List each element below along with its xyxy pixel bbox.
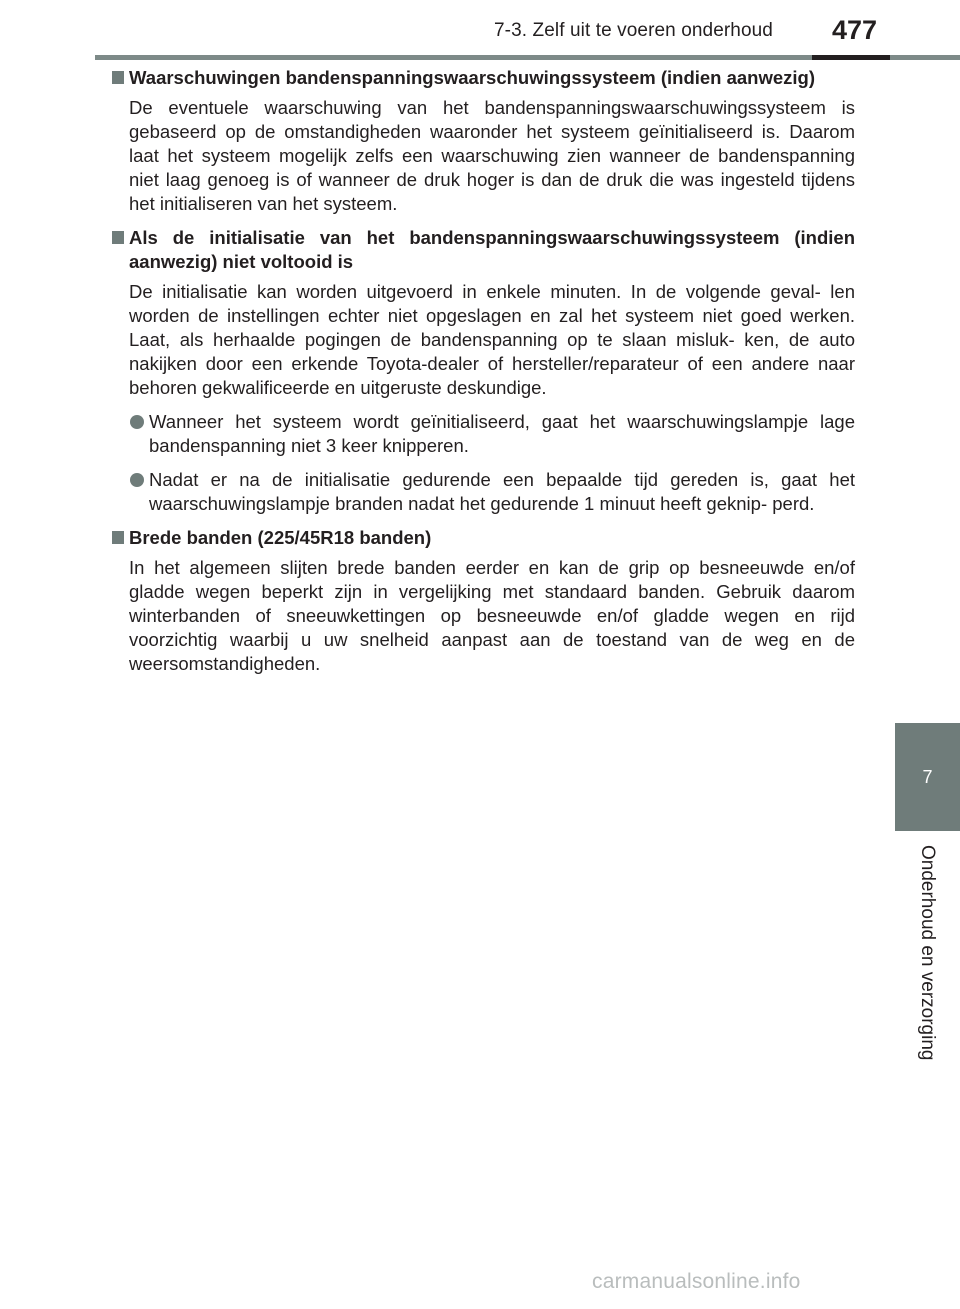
section-heading-text: Waarschuwingen bandenspanningswaarschuwingssysteem (indien aanwezig) bbox=[129, 67, 816, 88]
section-paragraph: De eventuele waarschuwing van het bandenspanningswaarschuwingssysteem is gebaseerd op de omstandigheden waaronder het systeem geïnitialiseerd is. Daarom laat het systeem mogelijk zelfs een waarschuwing zien wanneer de bandenspanning niet laag genoeg is of wanneer de druk hoger is dan de druk die was ingesteld tijdens het initialiseren van het systeem. bbox=[129, 97, 855, 214]
running-header-section: 7-3. Zelf uit te voeren onderhoud bbox=[494, 20, 773, 41]
list-item bbox=[110, 468, 855, 516]
section-heading bbox=[110, 226, 855, 274]
section-heading bbox=[110, 526, 855, 550]
main-content bbox=[110, 66, 855, 686]
section-heading bbox=[110, 66, 855, 90]
square-bullet-icon bbox=[112, 531, 124, 544]
square-bullet-icon bbox=[112, 71, 124, 84]
section-paragraph: In het algemeen slijten brede banden eerder en kan de grip op besneeuwde en/of gladde wegen beperkt zijn in vergelijking met standaard banden. Gebruik daarom winterbanden of sneeuwkettingen op besneeuwde en/of gladde wegen en rijd voorzichtig waarbij u uw snelheid aanpast aan de toestand van de weg en de weersomstandigheden. bbox=[129, 557, 855, 674]
watermark: carmanualsonline.info bbox=[592, 1270, 801, 1293]
round-bullet-icon bbox=[130, 473, 144, 487]
list-item-text: Wanneer het systeem wordt geïnitialiseerd, gaat het waarschuwingslampje lage bandenspanning niet 3 keer knipperen. bbox=[149, 411, 855, 456]
header-rule-accent bbox=[812, 55, 890, 60]
square-bullet-icon bbox=[112, 231, 124, 244]
chapter-tab-number[interactable]: 7 bbox=[895, 723, 960, 831]
chapter-tab-title bbox=[895, 831, 960, 1209]
section-paragraph: De initialisatie kan worden uitgevoerd in enkele minuten. In de volgende geval- len worden de instellingen echter niet opgeslagen en zal het systeem niet goed werken. Laat, als herhaalde pogingen de bandenspanning op te slaan misluk- ken, de auto nakijken door een erkende Toyota-dealer of hersteller/reparateur of een andere naar behoren gekwalificeerde en uitgeruste deskundige. bbox=[129, 281, 855, 398]
section-tpws-warnings bbox=[110, 66, 855, 216]
section-heading-text: Als de initialisatie van het bandenspanningswaarschuwingssysteem (indien aanwezig) niet voltooid is bbox=[129, 227, 855, 272]
section-initialisation-incomplete bbox=[110, 226, 855, 516]
section-wide-tyres bbox=[110, 526, 855, 676]
page-number: 477 bbox=[832, 15, 878, 45]
chapter-tab-title-text: Onderhoud en verzorging bbox=[917, 845, 938, 1061]
section-heading-text: Brede banden (225/45R18 banden) bbox=[129, 527, 432, 548]
round-bullet-icon bbox=[130, 415, 144, 429]
list-item bbox=[110, 410, 855, 458]
list-item-text: Nadat er na de initialisatie gedurende een bepaalde tijd gereden is, gaat het waarschuwingslampje branden nadat het gedurende 1 minuut heeft geknip- perd. bbox=[149, 469, 855, 514]
